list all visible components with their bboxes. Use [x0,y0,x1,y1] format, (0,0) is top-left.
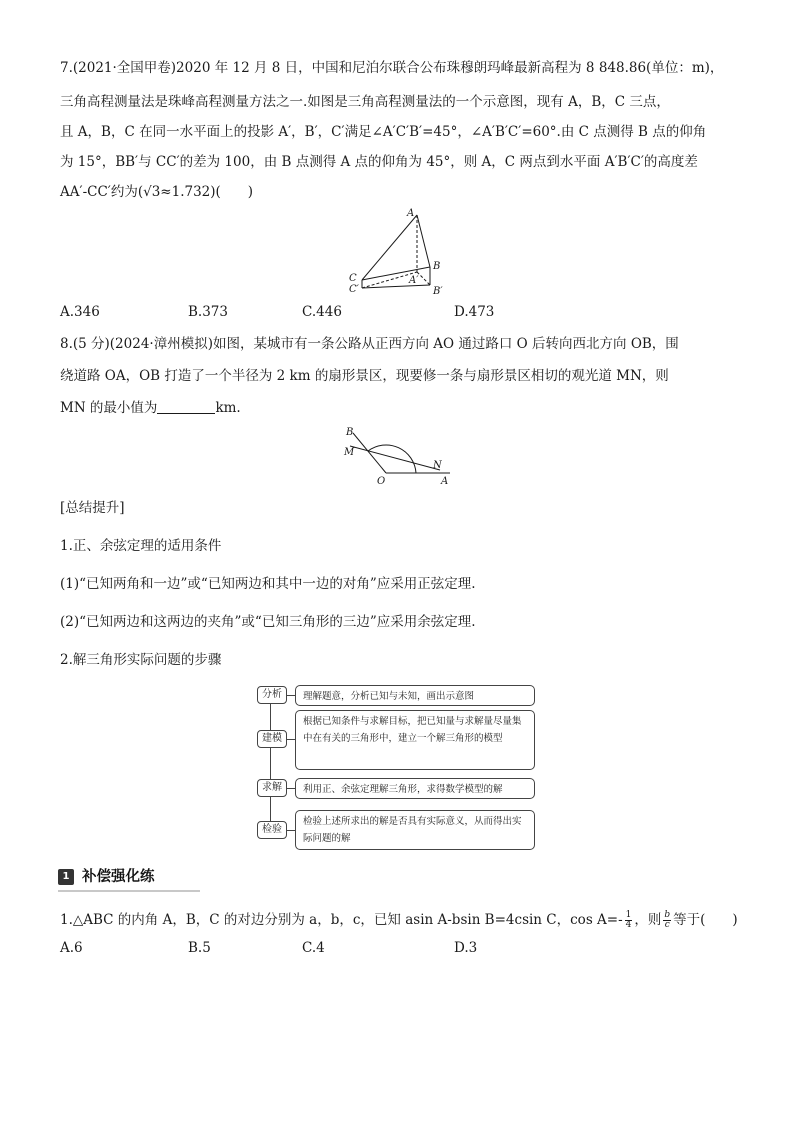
fraction-b-over-c [663,911,671,930]
flow-step-analyze-text: 理解题意，分析已知与未知，画出示意图 [295,685,535,706]
flow-step-verify-label: 检验 [257,821,287,839]
summary-point-2: 2.解三角形实际问题的步骤 [60,652,222,668]
fraction-numerator: 1 [625,910,632,920]
flow-link [287,788,295,789]
q7-option-b: B.373 [188,304,228,320]
flow-step-verify-text: 检验上述所求出的解是否具有实际意义，从而得出实际问题的解 [295,810,535,850]
exercise-1-option-d: D.3 [454,940,478,956]
flow-step-model-label: 建模 [257,730,287,748]
exercise-1-stem [60,910,738,930]
flow-step-solve-text: 利用正、余弦定理解三角形，求得数学模型的解 [295,778,535,799]
q8-label-A: A [441,476,449,487]
q8-line-1: 8.(5 分)(2024·漳州模拟)如图，某城市有一条公路从正西方向 AO 通过路口 O 后转向西北方向 OB，围 [60,336,679,352]
summary-heading: [总结提升] [60,500,125,516]
flow-step-model-text: 根据已知条件与求解目标，把已知量与求解量尽量集中在有关的三角形中，建立一个解三角形的模型 [295,710,535,770]
q7-option-c: C.446 [302,304,342,320]
exercise-1-text-mid: ，则 [634,912,662,928]
section-heading [58,868,200,892]
section-title: 补偿强化练 [82,869,155,885]
q8-line-3 [60,398,241,418]
q8-label-M: M [344,447,355,458]
q8-label-O: O [377,476,386,487]
summary-sub-2: (2)“已知两边和这两边的夹角”或“已知三角形的三边”应采用余弦定理. [60,614,476,630]
q8-label-B: B [346,427,354,438]
q8-line-3-suffix: km. [215,400,241,416]
fraction-numerator: b [664,910,671,920]
exercise-1-text-pre: 1.△ABC 的内角 A，B，C 的对边分别为 a，b，c，已知 asin A-bsin B=4csin C，cos A=- [60,912,623,928]
exercise-1-option-b: B.5 [188,940,211,956]
q7-figure [340,205,460,300]
q7-line-3: 且 A，B，C 在同一水平面上的投影 A′，B′，C′满足∠A′C′B′=45°，∠A′B′C′=60°.由 C 点测得 B 点的仰角 [60,124,707,140]
flowchart-connector [270,702,271,830]
fraction-denominator: 4 [625,920,632,930]
fraction-one-quarter [625,911,633,930]
summary-sub-1: (1)“已知两角和一边”或“已知两边和其中一边的对角”应采用正弦定理. [60,576,476,592]
q8-figure [336,424,466,488]
fraction-denominator: c [664,920,670,930]
q8-label-N: N [433,460,442,471]
answer-blank [157,399,215,414]
q7-line-4: 为 15°，BB′与 CC′的差为 100，由 B 点测得 A 点的仰角为 45°，则 A，C 两点到水平面 A′B′C′的高度差 [60,154,698,170]
q7-label-C1: C′ [349,284,359,295]
flow-step-analyze-label: 分析 [257,686,287,704]
q7-label-B1: B′ [433,286,443,297]
q7-label-B: B [433,261,441,272]
flow-link [287,830,295,831]
flow-link [287,739,295,740]
q7-line-2: 三角高程测量法是珠峰高程测量方法之一.如图是三角高程测量法的一个示意图，现有 A，B，C 三点， [60,94,670,110]
q7-label-A1: A′ [409,275,419,286]
q7-line-5: AA′-CC′约为(√3≈1.732)( ) [60,184,254,200]
section-number-icon: 1 [58,869,74,885]
q7-option-a: A.346 [60,304,100,320]
q8-line-3-prefix: MN 的最小值为 [60,400,158,416]
q7-option-d: D.473 [454,304,495,320]
q7-line-1: 7.(2021·全国甲卷)2020 年 12 月 8 日，中国和尼泊尔联合公布珠穆朗玛峰最新高程为 8 848.86(单位：m)， [60,60,724,76]
summary-point-1: 1.正、余弦定理的适用条件 [60,538,222,554]
q7-label-A: A [407,208,415,219]
flow-step-solve-label: 求解 [257,779,287,797]
exercise-1-text-post: 等于( ) [673,912,738,928]
q8-line-2: 绕道路 OA，OB 打造了一个半径为 2 km 的扇形景区，现要修一条与扇形景区相切的观光道 MN，则 [60,368,669,384]
exercise-1-option-c: C.4 [302,940,325,956]
exercise-1-option-a: A.6 [60,940,83,956]
flow-link [287,695,295,696]
q7-label-C: C [349,273,357,284]
